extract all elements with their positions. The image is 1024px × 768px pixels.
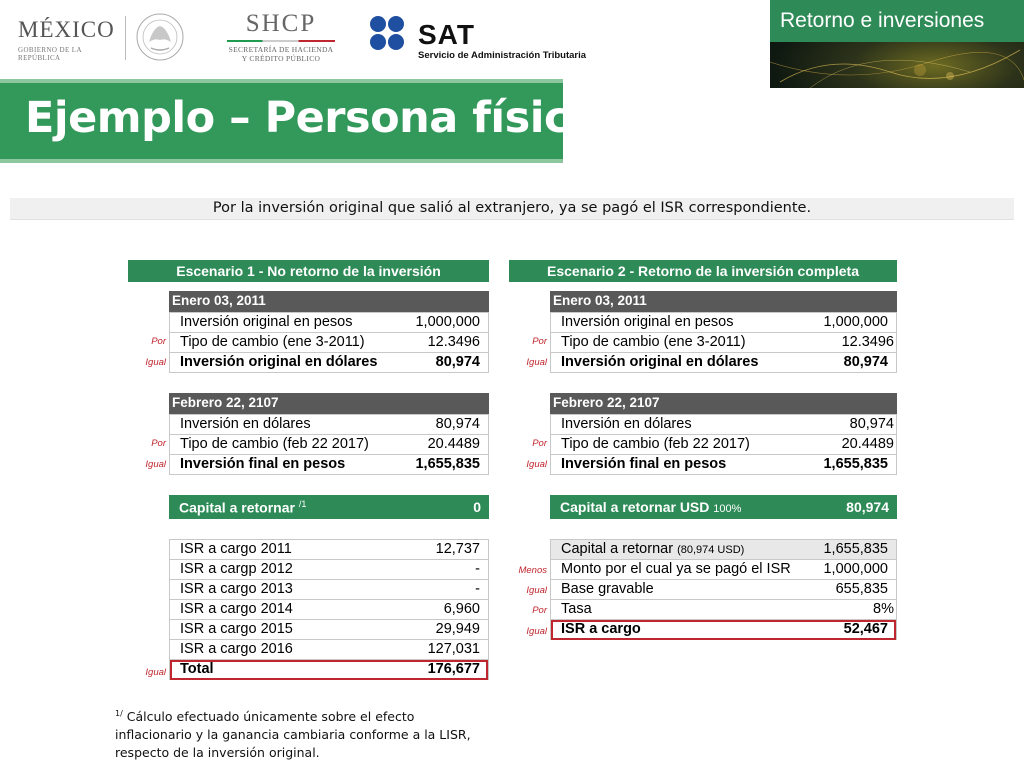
operator-label: Por — [151, 336, 166, 347]
capital-label: Capital a retornar — [179, 499, 295, 516]
footnote-marker: /1 — [298, 499, 307, 509]
title-band — [0, 79, 598, 163]
operator-label: Igual — [526, 459, 547, 470]
logo-divider — [125, 16, 126, 60]
subtitle-text: Por la inversión original que salió al extranjero, ya se pagó el ISR correspondiente. — [212, 200, 812, 216]
mexico-logo-word: MÉXICO — [18, 17, 115, 42]
scenario2-header: Escenario 2 - Retorno de la inversión completa — [509, 260, 897, 282]
capital-value: 0 — [473, 499, 481, 515]
sat-logo-word: SAT — [418, 19, 475, 50]
operator-label: Por — [532, 336, 547, 347]
scenario1-block2-header: Febrero 22, 2107 — [169, 393, 489, 414]
capital-value: 80,974 — [846, 499, 889, 515]
capital-percent: 100% — [713, 503, 742, 515]
footnote-text: Cálculo efectuado únicamente sobre el efecto inflacionario y la ganancia cambiaria conforme a la LISR, respecto de la inversión original. — [115, 709, 471, 761]
eagle-seal-icon — [135, 12, 185, 62]
operator-label: Igual — [526, 626, 547, 637]
scenario1-block2-body — [169, 414, 489, 475]
city-lights-map-image — [770, 42, 1024, 88]
capital-label: Capital a retornar USD — [560, 499, 710, 515]
table-row: ISR a cargo 2015 29,949 — [170, 620, 488, 640]
scenario1-block1 — [169, 291, 489, 373]
scenario2-block1-body — [550, 312, 897, 373]
table-row: Inversión en dólares 80,974 — [170, 415, 488, 435]
table-row: Inversión original en dólares 80,974 — [170, 353, 488, 373]
sat-logo-sub: Servicio de Administración Tributaria — [418, 50, 587, 61]
shcp-logo-sub-1: SECRETARÍA DE HACIENDA — [228, 45, 334, 54]
shcp-logo-word: SHCP — [245, 10, 317, 37]
table-row: Base gravable 655,835 — [551, 580, 896, 600]
mexico-logo — [18, 18, 118, 60]
operator-label: Menos — [518, 565, 547, 576]
table-row: Tipo de cambio (ene 3-2011) 12.3496 — [170, 333, 488, 353]
scenario1-header: Escenario 1 - No retorno de la inversión — [128, 260, 489, 282]
scenario2-block1-header: Enero 03, 2011 — [550, 291, 897, 312]
section-banner — [770, 0, 1024, 88]
mexico-logo-sub: GOBIERNO DE LA REPÚBLICA — [18, 46, 82, 62]
operator-label: Igual — [145, 459, 166, 470]
shcp-logo-sub-2: Y CRÉDITO PÚBLICO — [241, 54, 321, 63]
scenario1-block1-header: Enero 03, 2011 — [169, 291, 489, 312]
table-row: Inversión final en pesos 1,655,835 — [551, 455, 896, 475]
total-row: Total 176,677 — [170, 660, 488, 680]
footnote — [115, 705, 475, 762]
scenario2-calc-table — [550, 539, 897, 640]
scenario1-block2 — [169, 393, 489, 475]
table-row: Inversión original en pesos 1,000,000 — [170, 313, 488, 333]
scenario2-block2 — [550, 393, 897, 475]
isr-a-cargo-row: ISR a cargo 52,467 — [551, 620, 896, 640]
scenario1-isr-table — [169, 539, 489, 680]
table-row: Tipo de cambio (feb 22 2017) 20.4489 — [170, 435, 488, 455]
scenario2-capital — [550, 495, 897, 519]
scenario2-block1 — [550, 291, 897, 373]
footnote-marker: 1/ — [115, 709, 123, 718]
scenario2-block2-header: Febrero 22, 2107 — [550, 393, 897, 414]
operator-label: Por — [532, 438, 547, 449]
operator-label: Por — [151, 438, 166, 449]
operator-label: Igual — [526, 585, 547, 596]
table-row: Tasa 8% — [551, 600, 896, 620]
table-row: Inversión original en pesos 1,000,000 — [551, 313, 896, 333]
table-row: Inversión original en dólares 80,974 — [551, 353, 896, 373]
scenario2-block2-body — [550, 414, 897, 475]
table-row: ISR a cargo 2016 127,031 — [170, 640, 488, 660]
sat-dots-icon — [368, 14, 414, 60]
capital-row — [169, 495, 489, 519]
page-title: Ejemplo – Persona física — [25, 93, 598, 143]
operator-label: Igual — [526, 357, 547, 368]
subtitle-bar — [10, 198, 1014, 220]
operator-label: Igual — [145, 357, 166, 368]
sat-logo — [368, 14, 608, 62]
table-row: Tipo de cambio (ene 3-2011) 12.3496 — [551, 333, 896, 353]
table-row: ISR a cargo 2011 12,737 — [170, 540, 488, 560]
operator-label: Por — [532, 605, 547, 616]
scenario1-block1-body — [169, 312, 489, 373]
table-row: Inversión en dólares 80,974 — [551, 415, 896, 435]
shcp-logo-bar — [227, 40, 335, 42]
scenario1-capital — [169, 495, 489, 519]
table-row: ISR a cargo 2014 6,960 — [170, 600, 488, 620]
table-row: Capital a retornar (80,974 USD) 1,655,835 — [551, 540, 896, 560]
capital-row — [550, 495, 897, 519]
table-row: Inversión final en pesos 1,655,835 — [170, 455, 488, 475]
shcp-logo — [222, 10, 340, 64]
operator-label: Igual — [145, 667, 166, 678]
table-row: ISR a cargp 2012 - — [170, 560, 488, 580]
section-tag: Retorno e inversiones — [770, 0, 1024, 42]
table-row: Monto por el cual ya se pagó el ISR 1,000,000 — [551, 560, 896, 580]
table-row: ISR a cargo 2013 - — [170, 580, 488, 600]
table-row: Tipo de cambio (feb 22 2017) 20.4489 — [551, 435, 896, 455]
